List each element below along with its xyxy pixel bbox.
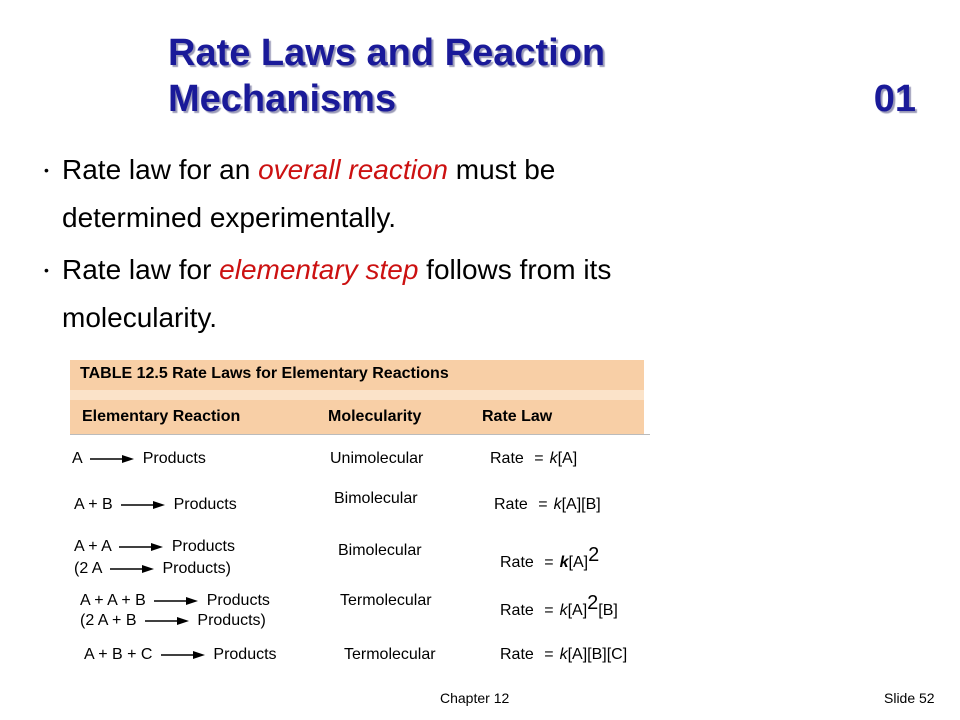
- equals-sign: =: [544, 602, 554, 619]
- header-rate-law: Rate Law: [482, 408, 553, 425]
- alt-reactants: (2 A + B: [80, 612, 137, 629]
- header-molecularity: Molecularity: [328, 408, 422, 425]
- rate-label: Rate: [500, 602, 534, 619]
- bullet-dot-icon: •: [44, 262, 49, 278]
- rate-label: Rate: [494, 496, 528, 513]
- alt-products: Products): [197, 612, 266, 629]
- molecularity-cell: Unimolecular: [330, 450, 424, 467]
- rate-law-expression: [A][B][C]: [567, 646, 628, 663]
- alternate-reaction-cell: [74, 560, 231, 578]
- reactants: A + B + C: [84, 646, 153, 663]
- bullet-1-pre: Rate law for an: [62, 154, 259, 185]
- reaction-arrow-icon: [90, 454, 134, 464]
- title-number: 01: [873, 78, 916, 120]
- reaction-arrow-icon: [121, 500, 165, 510]
- header-elementary-reaction: Elementary Reaction: [82, 408, 241, 425]
- alt-products: Products): [162, 560, 231, 577]
- exponent: 2: [587, 592, 599, 614]
- table-header-row: [70, 400, 644, 434]
- reaction-cell: [84, 646, 277, 664]
- molecularity-cell: Bimolecular: [334, 490, 418, 507]
- rate-law-cell: [500, 544, 599, 572]
- products: Products: [206, 592, 270, 609]
- rate-law-expression-tail: [B]: [598, 602, 618, 619]
- reaction-arrow-icon: [110, 564, 154, 574]
- equals-sign: =: [538, 496, 548, 513]
- exponent: 2: [588, 544, 600, 566]
- table-header-divider: [70, 434, 650, 435]
- bullet-2-pre: Rate law for: [62, 254, 220, 285]
- footer-chapter: Chapter 12: [440, 690, 510, 706]
- reaction-arrow-icon: [145, 616, 189, 626]
- rate-law-cell: [500, 592, 618, 620]
- table-title-gap: [70, 390, 644, 400]
- products: Products: [142, 450, 206, 467]
- rate-law-cell: [500, 646, 627, 664]
- reaction-cell: [80, 592, 270, 610]
- molecularity-cell: Termolecular: [340, 592, 432, 609]
- rate-constant: k: [559, 646, 568, 663]
- alternate-reaction-cell: [80, 612, 266, 630]
- bullet-2-line-2: molecularity.: [62, 302, 218, 333]
- bullet-1-post: must be: [447, 154, 556, 185]
- products: Products: [173, 496, 237, 513]
- bullet-dot-icon: •: [44, 162, 49, 178]
- bullet-1-emphasis: overall reaction: [258, 154, 448, 185]
- bullet-item-2: [40, 246, 920, 342]
- products: Products: [171, 538, 235, 555]
- reactants: A + B: [74, 496, 113, 513]
- molecularity-cell: Termolecular: [344, 646, 436, 663]
- reaction-arrow-icon: [119, 542, 163, 552]
- reaction-arrow-icon: [161, 650, 205, 660]
- rate-constant: k: [549, 450, 558, 467]
- table-title: TABLE 12.5 Rate Laws for Elementary Reactions: [70, 360, 644, 390]
- bullet-1-line-2: determined experimentally.: [62, 202, 397, 233]
- reactants: A + A: [74, 538, 111, 555]
- equals-sign: =: [544, 646, 554, 663]
- bullet-list: [40, 146, 920, 346]
- rate-law-cell: [494, 496, 601, 514]
- title-line-1: Rate Laws and Reaction: [168, 32, 606, 74]
- rate-label: Rate: [490, 450, 524, 467]
- rate-law-expression: [A]: [567, 602, 588, 619]
- reaction-cell: [74, 496, 237, 514]
- alt-reactants: (2 A: [74, 560, 102, 577]
- rate-law-expression: [A]: [568, 554, 589, 571]
- bullet-2-post: follows from its: [418, 254, 612, 285]
- equals-sign: =: [544, 554, 554, 571]
- bullet-2-emphasis: elementary step: [219, 254, 419, 285]
- rate-law-expression: [A]: [557, 450, 578, 467]
- reaction-cell: [72, 450, 206, 468]
- rate-law-cell: [490, 450, 577, 468]
- rate-law-expression: [A][B]: [561, 496, 601, 513]
- rate-law-table: [70, 360, 660, 672]
- equals-sign: =: [534, 450, 544, 467]
- rate-constant: k: [559, 602, 568, 619]
- slide-title: [168, 30, 916, 122]
- bullet-item-1: [40, 146, 920, 242]
- rate-label: Rate: [500, 646, 534, 663]
- title-line-2: Mechanisms: [168, 78, 397, 120]
- reactants: A: [72, 450, 82, 467]
- rate-constant: k: [553, 496, 562, 513]
- footer-slide-number: Slide 52: [884, 690, 935, 706]
- rate-label: Rate: [500, 554, 534, 571]
- reaction-cell: [74, 538, 235, 556]
- reactants: A + A + B: [80, 592, 146, 609]
- molecularity-cell: Bimolecular: [338, 542, 422, 559]
- reaction-arrow-icon: [154, 596, 198, 606]
- products: Products: [213, 646, 277, 663]
- rate-constant: k: [559, 554, 569, 571]
